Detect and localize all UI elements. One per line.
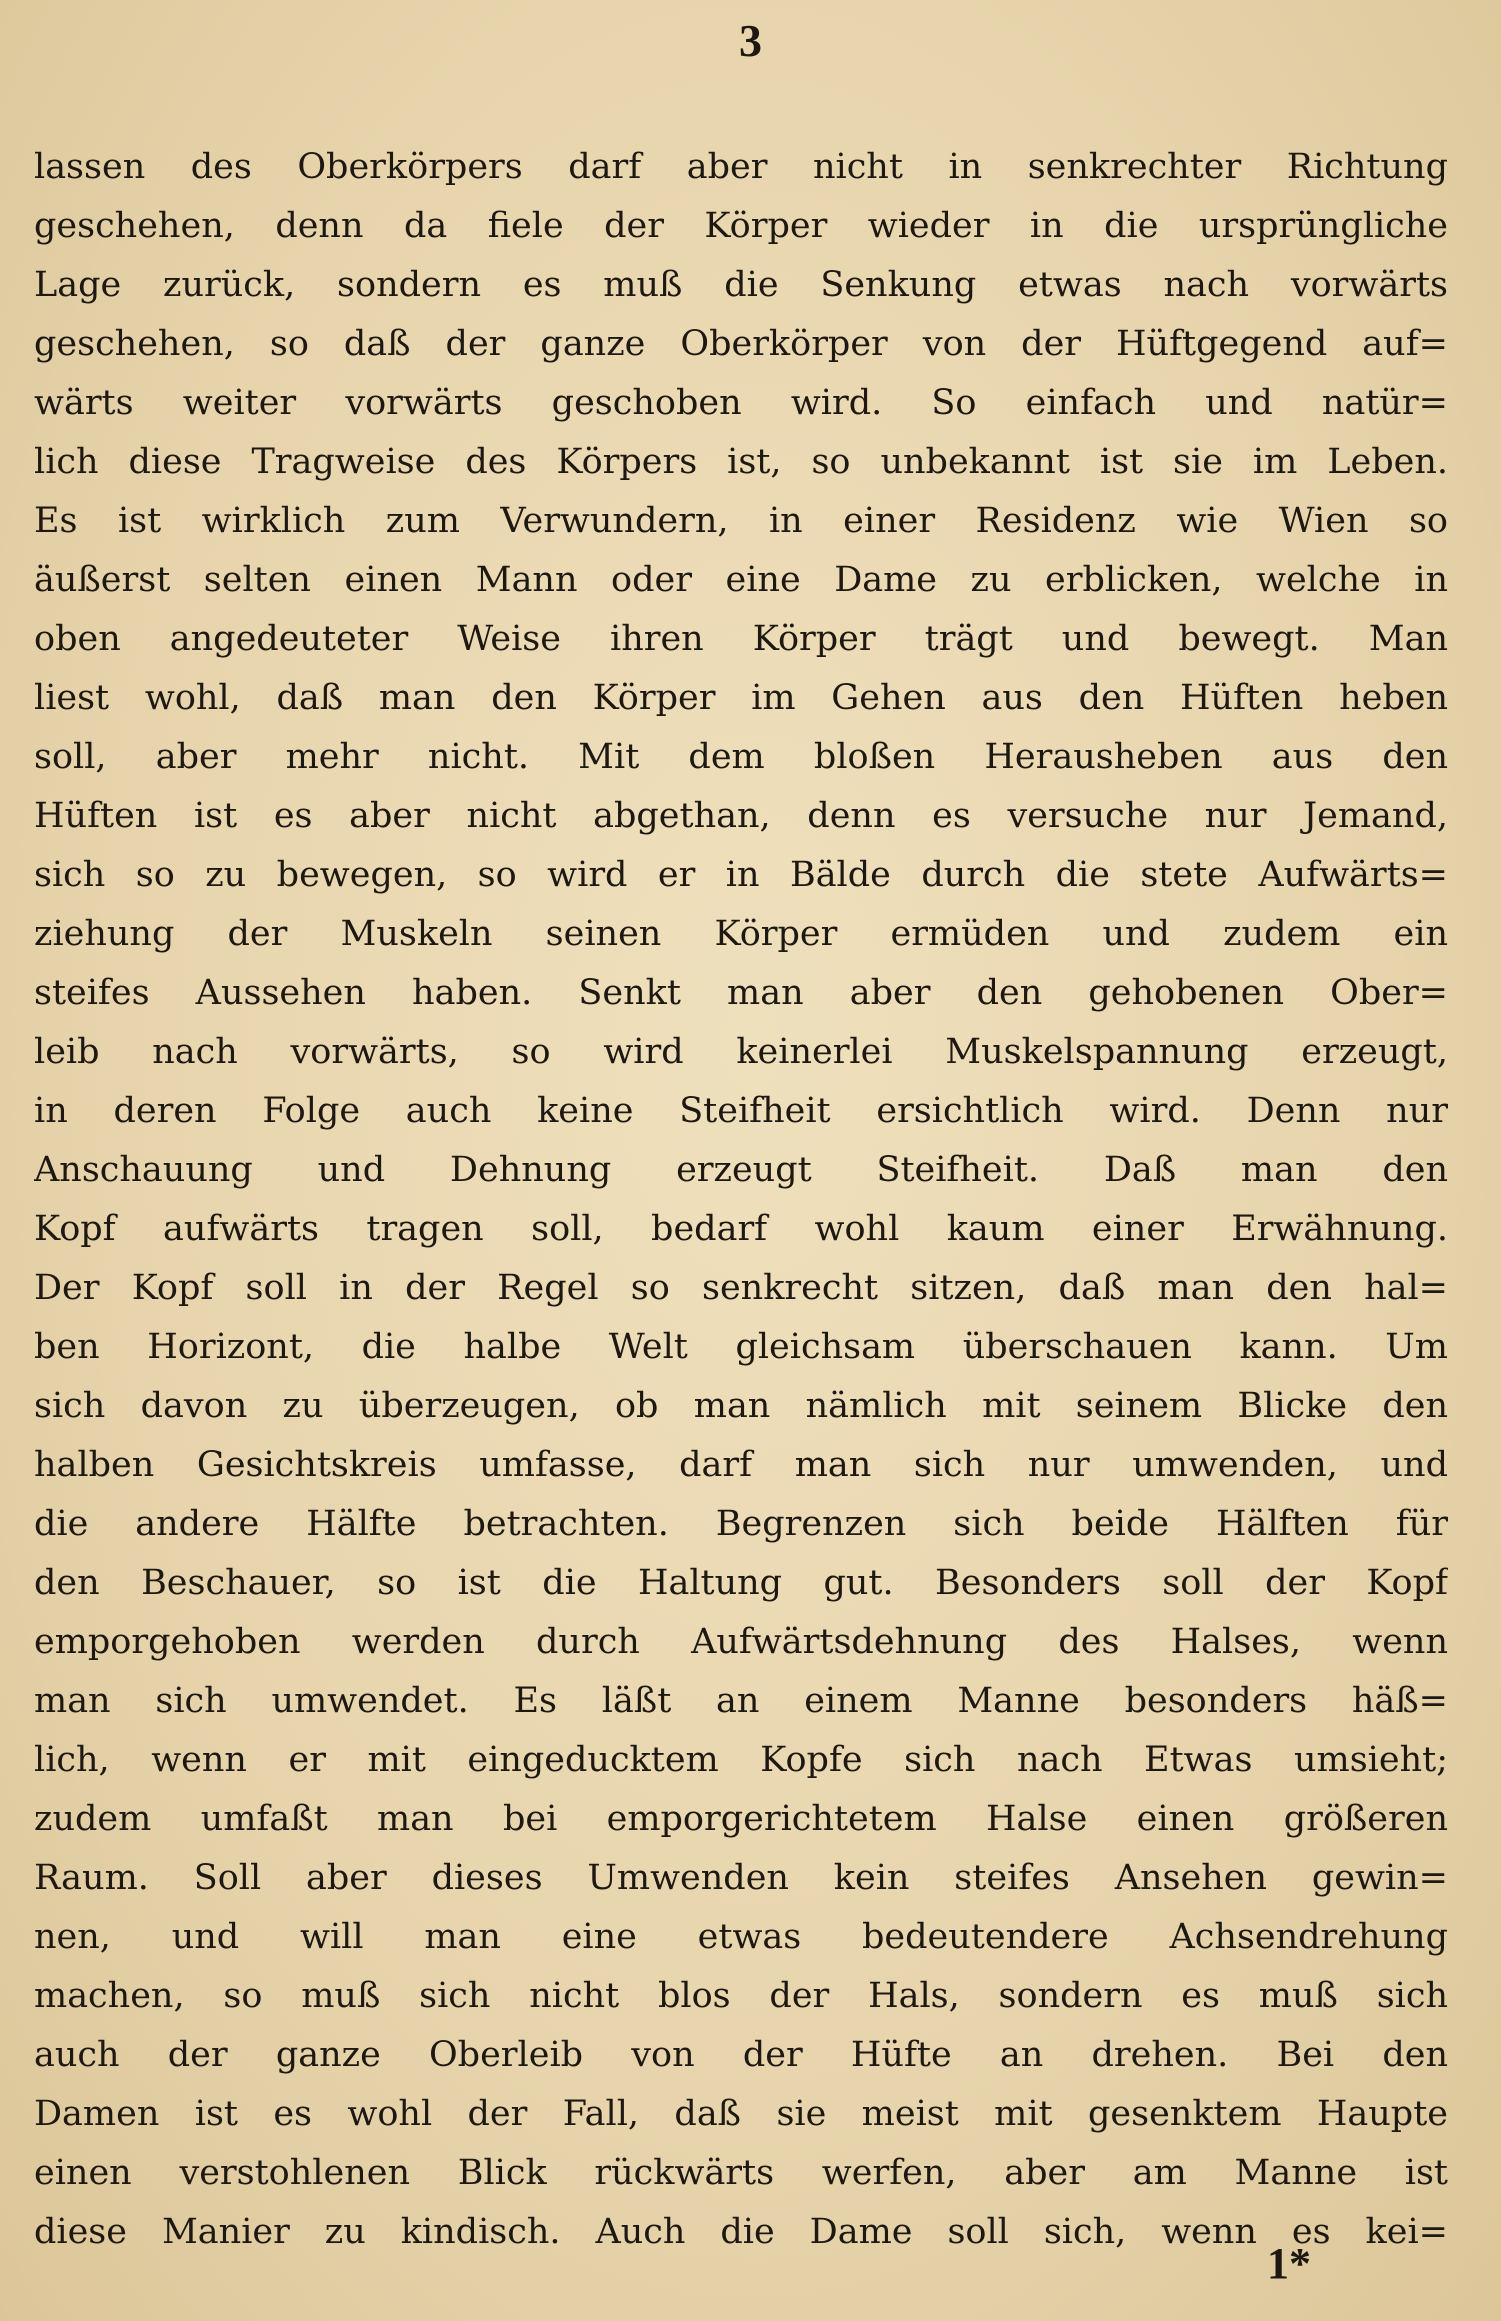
text-line: liest wohl, daß man den Körper im Gehen aus den Hüften heben [34, 678, 1448, 718]
body-text [34, 138, 1448, 2262]
text-line: Lage zurück, sondern es muß die Senkung etwas nach vorwärts [34, 265, 1448, 305]
text-line: auch der ganze Oberleib von der Hüfte an drehen. Bei den [34, 2035, 1448, 2075]
page-number: 3 [739, 15, 762, 66]
signature-mark: 1* [1267, 2239, 1311, 2288]
text-line: geschehen, so daß der ganze Oberkörper von der Hüftgegend auf= [34, 324, 1448, 364]
text-line: ben Horizont, die halbe Welt gleichsam überschauen kann. Um [34, 1327, 1448, 1367]
text-line: sich so zu bewegen, so wird er in Bälde durch die stete Aufwärts= [34, 855, 1448, 895]
text-line: Damen ist es wohl der Fall, daß sie meist mit gesenktem Haupte [34, 2094, 1448, 2134]
text-line: Hüften ist es aber nicht abgethan, denn es versuche nur Jemand, [34, 796, 1448, 836]
text-line: nen, und will man eine etwas bedeutendere Achsendrehung [34, 1917, 1448, 1957]
text-line: den Beschauer, so ist die Haltung gut. Besonders soll der Kopf [34, 1563, 1448, 1603]
text-line: äußerst selten einen Mann oder eine Dame zu erblicken, welche in [34, 560, 1448, 600]
text-line: in deren Folge auch keine Steifheit ersichtlich wird. Denn nur [34, 1091, 1448, 1131]
text-line: leib nach vorwärts, so wird keinerlei Muskelspannung erzeugt, [34, 1032, 1448, 1072]
text-line: Der Kopf soll in der Regel so senkrecht sitzen, daß man den hal= [34, 1268, 1448, 1308]
text-line: lich diese Tragweise des Körpers ist, so unbekannt ist sie im Leben. [34, 442, 1448, 482]
text-line: Es ist wirklich zum Verwundern, in einer Residenz wie Wien so [34, 501, 1448, 541]
text-line: sich davon zu überzeugen, ob man nämlich mit seinem Blicke den [34, 1386, 1448, 1426]
text-line: emporgehoben werden durch Aufwärtsdehnung des Halses, wenn [34, 1622, 1448, 1662]
text-line: man sich umwendet. Es läßt an einem Manne besonders häß= [34, 1681, 1448, 1721]
text-line: lich, wenn er mit eingeducktem Kopfe sich nach Etwas umsieht; [34, 1740, 1448, 1780]
text-line: ziehung der Muskeln seinen Körper ermüden und zudem ein [34, 914, 1448, 954]
text-line: Anschauung und Dehnung erzeugt Steifheit. Daß man den [34, 1150, 1448, 1190]
text-line: soll, aber mehr nicht. Mit dem bloßen Herausheben aus den [34, 737, 1448, 777]
text-line: steifes Aussehen haben. Senkt man aber den gehobenen Ober= [34, 973, 1448, 1013]
text-line: Kopf aufwärts tragen soll, bedarf wohl kaum einer Erwähnung. [34, 1209, 1448, 1249]
text-line: wärts weiter vorwärts geschoben wird. So einfach und natür= [34, 383, 1448, 423]
text-line: Raum. Soll aber dieses Umwenden kein steifes Ansehen gewin= [34, 1858, 1448, 1898]
text-line: machen, so muß sich nicht blos der Hals, sondern es muß sich [34, 1976, 1448, 2016]
text-line: geschehen, denn da fiele der Körper wieder in die ursprüngliche [34, 206, 1448, 246]
text-line: halben Gesichtskreis umfasse, darf man sich nur umwenden, und [34, 1445, 1448, 1485]
text-line: die andere Hälfte betrachten. Begrenzen sich beide Hälften für [34, 1504, 1448, 1544]
text-line: oben angedeuteter Weise ihren Körper trägt und bewegt. Man [34, 619, 1448, 659]
text-line: einen verstohlenen Blick rückwärts werfen, aber am Manne ist [34, 2153, 1448, 2193]
text-line: zudem umfaßt man bei emporgerichtetem Halse einen größeren [34, 1799, 1448, 1839]
text-line: lassen des Oberkörpers darf aber nicht in senkrechter Richtung [34, 147, 1448, 187]
text-line: diese Manier zu kindisch. Auch die Dame soll sich, wenn es kei= [34, 2212, 1448, 2252]
